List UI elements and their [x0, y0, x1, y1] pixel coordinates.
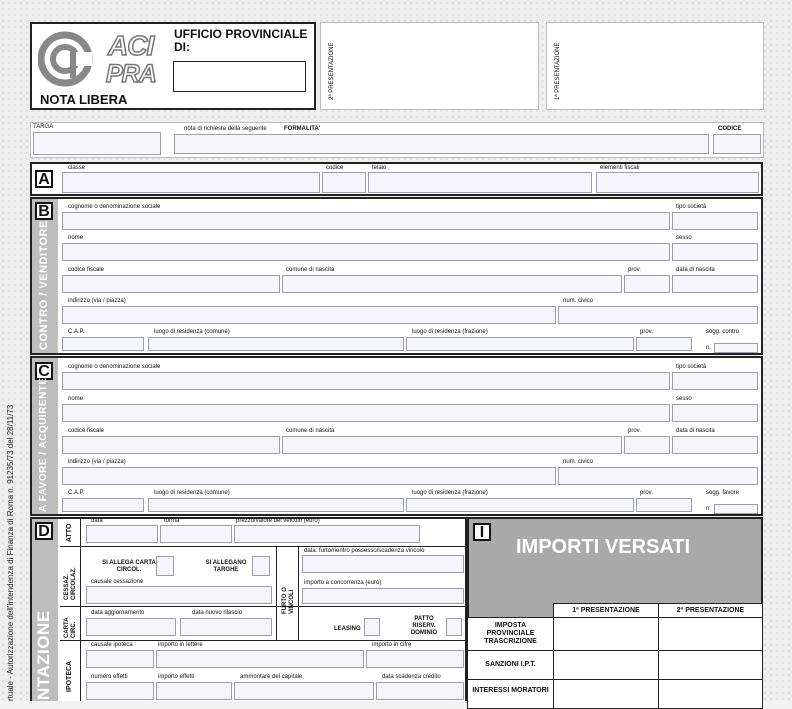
c-comune-label: comune di nascita: [286, 428, 335, 434]
c-sesso-label: sesso: [676, 396, 692, 402]
b-tipo-label: tipo società: [676, 204, 707, 210]
d-cessaz-label: CESSAZ. CIRCOLAZ.: [64, 567, 77, 600]
b-cognome-field[interactable]: [62, 212, 670, 230]
d-data-ril-field[interactable]: [180, 618, 272, 636]
c-comune-res-label: luogo di residenza (comune): [154, 490, 230, 496]
importi-col1-header: 1ª PRESENTAZIONE: [553, 603, 659, 618]
importi-title: IMPORTI VERSATI: [516, 536, 691, 558]
b-frazione-field[interactable]: [406, 337, 634, 351]
b-prov-field[interactable]: [624, 275, 670, 293]
d-causale-ip-label: causale ipoteca: [91, 642, 133, 648]
d-si-allegano-label: SI ALLEGANO TARGHE: [205, 560, 247, 573]
c-frazione-field[interactable]: [406, 498, 634, 512]
c-cf-label: codice fiscale: [68, 428, 105, 434]
targa-label: TARGA: [33, 124, 54, 130]
d-patto-label: PATTO RISERV. DOMINIO: [410, 616, 438, 636]
b-cap-field[interactable]: [62, 337, 144, 351]
importi-letter: I: [473, 523, 491, 541]
c-indirizzo-label: indirizzo (via / piazza): [68, 459, 126, 465]
a-classe-field[interactable]: [62, 172, 320, 193]
office-label: UFFICIO PROVINCIALE DI:: [174, 27, 308, 54]
d-forma-field[interactable]: [160, 525, 232, 543]
c-prov-field[interactable]: [624, 436, 670, 454]
d-importo-lettere-field[interactable]: [156, 650, 364, 668]
d-si-allega-label: SI ALLEGA CARTA CIRCOL.: [102, 560, 156, 573]
b-cap-label: C.A.P.: [68, 329, 85, 335]
b-civico-field[interactable]: [558, 306, 758, 324]
section-a-letter: A: [35, 170, 53, 188]
c-data-label: data di nascita: [676, 428, 715, 434]
importi-row3-col2-field[interactable]: [658, 679, 763, 709]
d-prezzo-field[interactable]: [234, 525, 420, 543]
importi-row1-label: IMPOSTA PROVINCIALE TRASCRIZIONE: [467, 617, 554, 651]
d-si-allegano-checkbox[interactable]: [252, 556, 270, 576]
d-leasing-label: LEASING: [334, 626, 361, 632]
d-scadenza-field[interactable]: [376, 682, 464, 700]
b-data-label: data di nascita: [676, 267, 715, 273]
d-data-field[interactable]: [86, 525, 158, 543]
b-cognome-label: cognome o denominazione sociale: [68, 204, 161, 210]
b-indirizzo-field[interactable]: [62, 306, 556, 324]
d-divider-2: [60, 606, 466, 607]
first-presentation-box: [546, 22, 764, 110]
d-ipoteca-label: IPOTECA: [66, 660, 73, 692]
d-carta-label: CARTA CIRC.: [64, 617, 77, 638]
c-cognome-field[interactable]: [62, 372, 670, 390]
a-codice-field[interactable]: [322, 172, 366, 193]
d-scadenza-label: data scadenza credito: [382, 674, 441, 680]
b-prov2-field[interactable]: [636, 337, 692, 351]
c-cognome-label: cognome o denominazione sociale: [68, 364, 161, 370]
c-tipo-label: tipo società: [676, 364, 707, 370]
c-prov2-field[interactable]: [636, 498, 692, 512]
c-comune-res-field[interactable]: [148, 498, 404, 512]
c-tipo-field[interactable]: [672, 372, 758, 390]
b-cf-field[interactable]: [62, 275, 280, 293]
c-prov-label: prov.: [628, 428, 641, 434]
b-prov2-label: prov.: [640, 329, 653, 335]
d-importo-effetti-field[interactable]: [156, 682, 232, 700]
importi-row2-label: SANZIONI I.P.T.: [467, 650, 554, 680]
d-importo-effetti-label: importo effetti: [158, 674, 195, 680]
b-comune-res-field[interactable]: [148, 337, 404, 351]
d-importo-conc-label: importo a concorrenza (euro): [304, 580, 382, 586]
c-comune-field[interactable]: [282, 436, 622, 454]
b-civico-label: num. civico: [563, 298, 594, 304]
d-data-agg-field[interactable]: [86, 618, 176, 636]
d-leasing-checkbox[interactable]: [364, 618, 380, 636]
a-elementi-field[interactable]: [596, 172, 759, 193]
b-cf-label: codice fiscale: [68, 267, 105, 273]
c-nome-label: nome: [68, 396, 84, 402]
d-divider-3: [60, 640, 466, 641]
a-classe-label: classe: [68, 165, 86, 171]
b-prov-label: prov.: [628, 267, 641, 273]
section-b-letter: B: [35, 202, 53, 220]
logo-aci-text: ACI: [108, 30, 154, 61]
codice-field[interactable]: [713, 134, 761, 154]
c-cap-field[interactable]: [62, 498, 144, 512]
section-c-side-label: A FAVORE / ACQUIRENTE: [38, 377, 49, 512]
b-comune-field[interactable]: [282, 275, 622, 293]
d-importo-conc-field[interactable]: [302, 588, 464, 604]
importi-col2-header: 2ª PRESENTAZIONE: [658, 603, 763, 618]
d-si-allega-checkbox[interactable]: [156, 556, 174, 576]
c-cf-field[interactable]: [62, 436, 280, 454]
b-tipo-field[interactable]: [672, 212, 758, 230]
c-data-field[interactable]: [672, 436, 758, 454]
d-forma-label: forma: [164, 518, 180, 524]
d-furto-divider: [276, 546, 277, 640]
b-n-label: n.: [706, 345, 712, 351]
c-n-label: n.: [706, 506, 712, 512]
b-sogg-label: sogg. contro: [706, 329, 740, 335]
b-indirizzo-label: indirizzo (via / piazza): [68, 298, 126, 304]
aci-logo-icon: [38, 30, 100, 93]
d-prezzo-label: prezzo/valore del veicolo (euro): [236, 518, 320, 524]
d-causale-cess-field[interactable]: [86, 586, 272, 604]
second-presentation-label: 2ª PRESENTAZIONE: [329, 42, 335, 100]
section-d-side-label: NTAZIONE: [34, 610, 53, 700]
d-data-agg-label: data aggiornamento: [91, 610, 145, 616]
b-sesso-field[interactable]: [672, 243, 758, 261]
a-elementi-label: elementi fiscali: [600, 165, 640, 171]
section-b-side-label: CONTRO / VENDITORE: [38, 220, 50, 350]
d-causale-ip-field[interactable]: [86, 650, 154, 668]
c-cap-label: C.A.P.: [68, 490, 85, 496]
d-atto-label: ATTO: [66, 523, 73, 542]
b-nome-label: nome: [68, 235, 84, 241]
c-civico-label: num. civico: [563, 459, 594, 465]
b-sogg-field[interactable]: [714, 343, 758, 353]
d-data-furto-label: data: furto/rientro possesso/scadenza vincolo: [304, 548, 425, 554]
d-patto-checkbox[interactable]: [446, 618, 462, 636]
formalita-field[interactable]: [174, 134, 709, 154]
targa-field[interactable]: [33, 132, 161, 155]
d-importo-cifre-label: importo in cifre: [372, 642, 412, 648]
importi-row2-col2-field[interactable]: [658, 650, 763, 680]
c-frazione-label: luogo di residenza (frazione): [412, 490, 488, 496]
b-nome-field[interactable]: [62, 243, 670, 261]
b-frazione-label: luogo di residenza (frazione): [412, 329, 488, 335]
form-title: NOTA LIBERA: [40, 92, 128, 107]
d-furto-label: FURTO O VINCOLI: [282, 587, 295, 614]
d-data-furto-field[interactable]: [302, 555, 464, 573]
c-nome-field[interactable]: [62, 404, 670, 422]
d-divider-1: [60, 546, 466, 547]
logo-pra-text: PRA: [106, 60, 156, 88]
a-telaio-field[interactable]: [368, 172, 592, 193]
section-d-letter: D: [35, 522, 53, 540]
d-importo-lettere-label: importo in lettere: [158, 642, 203, 648]
importi-row2-col1-field[interactable]: [553, 650, 659, 680]
b-data-field[interactable]: [672, 275, 758, 293]
section-c-letter: C: [35, 362, 53, 380]
d-data-label: data: [91, 518, 103, 524]
c-sogg-field[interactable]: [714, 504, 758, 514]
c-civico-field[interactable]: [558, 467, 758, 485]
office-field[interactable]: [173, 61, 306, 92]
a-telaio-label: telaio: [372, 165, 387, 171]
d-numero-effetti-field[interactable]: [86, 682, 154, 700]
d-furto-divider-2: [298, 546, 299, 640]
importi-row1-col2-field[interactable]: [658, 617, 763, 651]
c-sogg-label: sogg. favore: [706, 490, 740, 496]
importi-row3-col1-field[interactable]: [553, 679, 659, 709]
c-sesso-field[interactable]: [672, 404, 758, 422]
d-numero-effetti-label: numero effetti: [91, 674, 128, 680]
a-codice-label: codice: [326, 165, 344, 171]
d-ammontare-label: ammontare del capitale: [240, 674, 303, 680]
c-prov2-label: prov.: [640, 490, 653, 496]
formalita-label: nota di richiesta della seguente: [184, 126, 267, 132]
importi-row3-label: INTERESSI MORATORI: [467, 679, 554, 709]
formalita-bold-label: FORMALITA': [284, 126, 321, 132]
d-ammontare-field[interactable]: [234, 682, 374, 700]
d-data-ril-label: data nuovo rilascio: [192, 610, 243, 616]
first-presentation-label: 1ª PRESENTAZIONE: [555, 42, 561, 100]
c-indirizzo-field[interactable]: [62, 467, 556, 485]
codice-label: CODICE: [718, 126, 742, 132]
d-causale-cess-label: causale cessazione: [91, 579, 144, 585]
d-importo-cifre-field[interactable]: [366, 650, 464, 668]
second-presentation-box: [320, 22, 539, 110]
b-sesso-label: sesso: [676, 235, 692, 241]
b-comune-label: comune di nascita: [286, 267, 335, 273]
margin-authorization-note: rtuale - Autorizzazione dell'Intendenza di Finanza di Roma n. 91235/73 del 28/11/73: [6, 404, 15, 701]
importi-row1-col1-field[interactable]: [553, 617, 659, 651]
b-comune-res-label: luogo di residenza (comune): [154, 329, 230, 335]
